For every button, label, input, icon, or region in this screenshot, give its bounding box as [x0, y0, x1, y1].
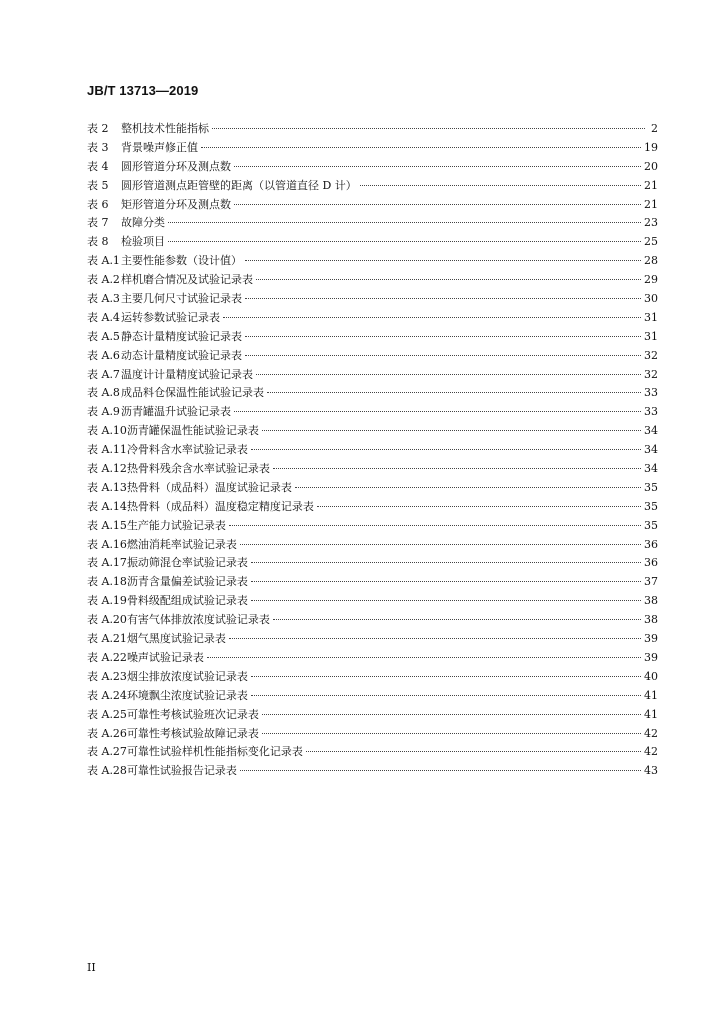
dot-leader [262, 430, 641, 431]
toc-entry[interactable] [87, 517, 658, 536]
toc-entry-label: 表 7 [87, 216, 109, 230]
dot-leader [360, 185, 641, 186]
toc-entry-label: 表 A.15 [87, 518, 127, 532]
toc-entry-label: 表 A.20 [87, 613, 127, 627]
toc-entry[interactable] [87, 177, 658, 196]
toc-entry-label: 表 A.24 [87, 688, 127, 702]
toc-entry-label: 表 A.12 [87, 462, 127, 476]
toc-entry-label: 表 A.3 [87, 292, 120, 306]
dot-leader [251, 695, 641, 696]
toc-entry-label: 表 8 [87, 235, 109, 249]
dot-leader [240, 770, 641, 771]
toc-entry[interactable] [87, 573, 658, 592]
toc-entry-page-number: 32 [644, 367, 658, 381]
toc-entry-page-number: 29 [644, 273, 658, 287]
toc-entry[interactable] [87, 554, 658, 573]
dot-leader [251, 562, 641, 563]
toc-entry-label: 表 A.8 [87, 386, 120, 400]
toc-entry-page-number: 38 [644, 613, 658, 627]
table-of-tables-list [87, 120, 658, 781]
toc-entry[interactable] [87, 347, 658, 366]
dot-leader [262, 714, 641, 715]
toc-entry-page-number: 35 [644, 518, 658, 532]
toc-entry-label: 表 A.1 [87, 254, 120, 268]
toc-entry[interactable] [87, 592, 658, 611]
toc-entry-label: 表 6 [87, 197, 109, 211]
toc-entry-label: 表 A.28 [87, 764, 127, 778]
toc-entry[interactable] [87, 725, 658, 744]
toc-entry[interactable] [87, 630, 658, 649]
toc-entry-label: 表 A.2 [87, 273, 120, 287]
toc-entry-label: 表 5 [87, 178, 109, 192]
toc-entry-label: 表 A.21 [87, 632, 127, 646]
dot-leader [240, 544, 641, 545]
toc-entry-title: 有害气体排放浓度试验记录表 [126, 613, 270, 627]
dot-leader [223, 317, 641, 318]
toc-entry-title: 检验项目 [121, 235, 165, 249]
toc-entry-page-number: 28 [644, 254, 658, 268]
toc-entry[interactable] [87, 441, 658, 460]
toc-entry[interactable] [87, 290, 658, 309]
toc-entry-title: 可靠性试验样机性能指标变化记录表 [126, 745, 303, 759]
toc-entry[interactable] [87, 120, 658, 139]
toc-entry-label: 表 A.19 [87, 594, 127, 608]
toc-entry-title: 环境飘尘浓度试验记录表 [126, 688, 248, 702]
document-id-header: JB/T 13713—2019 [87, 83, 199, 98]
toc-entry-page-number: 43 [644, 764, 658, 778]
toc-entry-label: 表 A.5 [87, 329, 120, 343]
toc-entry[interactable] [87, 139, 658, 158]
toc-entry-title: 沥青罐温升试验记录表 [121, 405, 231, 419]
dot-leader [317, 506, 641, 507]
toc-entry[interactable] [87, 271, 658, 290]
dot-leader [256, 374, 641, 375]
dot-leader [245, 260, 641, 261]
toc-entry-label: 表 A.23 [87, 669, 127, 683]
toc-entry-page-number: 40 [644, 669, 658, 683]
toc-entry[interactable] [87, 611, 658, 630]
toc-entry-label: 表 A.9 [87, 405, 120, 419]
dot-leader [207, 657, 641, 658]
dot-leader [251, 676, 641, 677]
toc-entry-page-number: 36 [644, 537, 658, 551]
toc-entry-title: 热骨料（成品料）温度试验记录表 [126, 480, 292, 494]
toc-entry-label: 表 A.10 [87, 424, 127, 438]
toc-entry-page-number: 33 [644, 405, 658, 419]
dot-leader [306, 751, 641, 752]
toc-entry-label: 表 A.17 [87, 556, 127, 570]
toc-entry-page-number: 31 [644, 329, 658, 343]
toc-entry-label: 表 A.16 [87, 537, 127, 551]
toc-entry-label: 表 A.18 [87, 575, 127, 589]
dot-leader [273, 619, 641, 620]
toc-entry-page-number: 21 [644, 178, 658, 192]
toc-entry-title: 噪声试验记录表 [126, 650, 204, 664]
toc-entry[interactable] [87, 158, 658, 177]
toc-entry-label: 表 2 [87, 122, 109, 135]
dot-leader [234, 204, 641, 205]
toc-entry-page-number: 38 [644, 594, 658, 608]
toc-entry[interactable] [87, 479, 658, 498]
toc-entry-label: 表 A.25 [87, 707, 127, 721]
toc-entry-label: 表 A.14 [87, 499, 127, 513]
toc-entry-title: 可靠性考核试验故障记录表 [126, 726, 259, 740]
toc-entry-title: 生产能力试验记录表 [126, 518, 226, 532]
toc-entry-title: 振动筛混仓率试验记录表 [126, 556, 248, 570]
toc-entry-label: 表 4 [87, 159, 109, 173]
toc-entry-page-number: 19 [644, 140, 658, 154]
dot-leader [234, 166, 641, 167]
toc-entry-page-number: 36 [644, 556, 658, 570]
toc-entry-title: 圆形管道测点距管壁的距离（以管道直径 D 计） [121, 178, 357, 192]
toc-entry-page-number: 30 [644, 292, 658, 306]
toc-entry-title: 可靠性考核试验班次记录表 [126, 707, 259, 721]
toc-entry-title: 热骨料（成品料）温度稳定精度记录表 [126, 499, 314, 513]
toc-entry[interactable] [87, 214, 658, 233]
toc-entry-page-number: 41 [644, 688, 658, 702]
dot-leader [262, 733, 641, 734]
toc-entry-title: 样机磨合情况及试验记录表 [121, 273, 253, 287]
toc-entry-title: 圆形管道分环及测点数 [121, 159, 231, 173]
toc-entry-page-number: 35 [644, 480, 658, 494]
toc-entry-title: 成品料仓保温性能试验记录表 [121, 386, 264, 400]
toc-entry-label: 表 A.11 [87, 443, 127, 457]
dot-leader [245, 336, 641, 337]
toc-entry-title: 沥青罐保温性能试验记录表 [126, 424, 259, 438]
toc-entry-page-number: 33 [644, 386, 658, 400]
toc-entry-label: 表 A.22 [87, 650, 127, 664]
toc-entry[interactable] [87, 422, 658, 441]
toc-entry-page-number: 34 [644, 462, 658, 476]
toc-entry-page-number: 32 [644, 348, 658, 362]
toc-entry[interactable] [87, 366, 658, 385]
toc-entry[interactable] [87, 460, 658, 479]
toc-entry-title: 可靠性试验报告记录表 [126, 764, 237, 778]
toc-entry[interactable] [87, 668, 658, 687]
toc-entry[interactable] [87, 498, 658, 517]
toc-entry-page-number: 20 [644, 159, 658, 173]
toc-entry[interactable] [87, 403, 658, 422]
toc-entry-title: 烟气黑度试验记录表 [126, 632, 226, 646]
toc-entry[interactable] [87, 762, 658, 781]
toc-entry-page-number: 34 [644, 443, 658, 457]
toc-entry[interactable] [87, 309, 658, 328]
toc-entry-title: 温度计计量精度试验记录表 [121, 367, 253, 381]
page-number-footer: II [87, 961, 96, 974]
dot-leader [245, 355, 641, 356]
dot-leader [267, 392, 641, 393]
toc-entry-page-number: 42 [644, 726, 658, 740]
toc-entry-title: 燃油消耗率试验记录表 [126, 537, 237, 551]
dot-leader [295, 487, 641, 488]
toc-entry-label: 表 A.13 [87, 480, 127, 494]
toc-entry[interactable] [87, 743, 658, 762]
toc-entry-page-number: 34 [644, 424, 658, 438]
toc-entry[interactable] [87, 233, 658, 252]
toc-entry-title: 静态计量精度试验记录表 [121, 329, 242, 343]
toc-entry-title: 热骨料残余含水率试验记录表 [126, 462, 270, 476]
toc-entry-page-number: 39 [644, 650, 658, 664]
dot-leader [251, 600, 641, 601]
dot-leader [245, 298, 641, 299]
toc-entry[interactable] [87, 196, 658, 215]
toc-entry-label: 表 A.6 [87, 348, 120, 362]
dot-leader [229, 525, 641, 526]
toc-entry-page-number: 35 [644, 499, 658, 513]
dot-leader [256, 279, 641, 280]
toc-entry-title: 背景噪声修正值 [121, 140, 198, 154]
dot-leader [251, 581, 641, 582]
toc-entry[interactable] [87, 649, 658, 668]
toc-entry-label: 表 3 [87, 140, 109, 154]
dot-leader [251, 449, 641, 450]
toc-entry-title: 骨料级配组成试验记录表 [126, 594, 248, 608]
toc-entry-title: 烟尘排放浓度试验记录表 [126, 669, 248, 683]
toc-entry-page-number: 21 [644, 197, 658, 211]
toc-entry-label: 表 A.4 [87, 310, 120, 324]
toc-entry[interactable] [87, 536, 658, 555]
toc-entry[interactable] [87, 384, 658, 403]
toc-entry-label: 表 A.7 [87, 367, 120, 381]
toc-entry-page-number: 42 [644, 745, 658, 759]
toc-entry-title: 沥青含量偏差试验记录表 [126, 575, 248, 589]
toc-entry[interactable] [87, 328, 658, 347]
dot-leader [273, 468, 641, 469]
toc-entry-page-number: 31 [644, 310, 658, 324]
dot-leader [201, 147, 641, 148]
toc-entry-title: 整机技术性能指标 [121, 122, 209, 135]
toc-entry-label: 表 A.26 [87, 726, 127, 740]
dot-leader [168, 222, 641, 223]
toc-entry-page-number: 25 [644, 235, 658, 249]
toc-entry[interactable] [87, 687, 658, 706]
dot-leader [212, 128, 645, 129]
toc-entry-title: 冷骨料含水率试验记录表 [126, 443, 248, 457]
toc-entry-page-number: 39 [644, 632, 658, 646]
toc-entry-title: 主要性能参数（设计值） [121, 254, 242, 268]
toc-entry-page-number: 2 [651, 122, 658, 135]
toc-entry-title: 故障分类 [121, 216, 165, 230]
toc-entry-title: 主要几何尺寸试验记录表 [121, 292, 242, 306]
toc-entry-title: 动态计量精度试验记录表 [121, 348, 242, 362]
toc-entry-page-number: 41 [644, 707, 658, 721]
toc-entry-title: 矩形管道分环及测点数 [121, 197, 231, 211]
dot-leader [234, 411, 641, 412]
toc-entry-page-number: 23 [644, 216, 658, 230]
dot-leader [168, 241, 641, 242]
toc-entry-label: 表 A.27 [87, 745, 127, 759]
toc-entry[interactable] [87, 706, 658, 725]
toc-entry[interactable] [87, 252, 658, 271]
toc-entry-title: 运转参数试验记录表 [121, 310, 220, 324]
toc-entry-page-number: 37 [644, 575, 658, 589]
dot-leader [229, 638, 641, 639]
